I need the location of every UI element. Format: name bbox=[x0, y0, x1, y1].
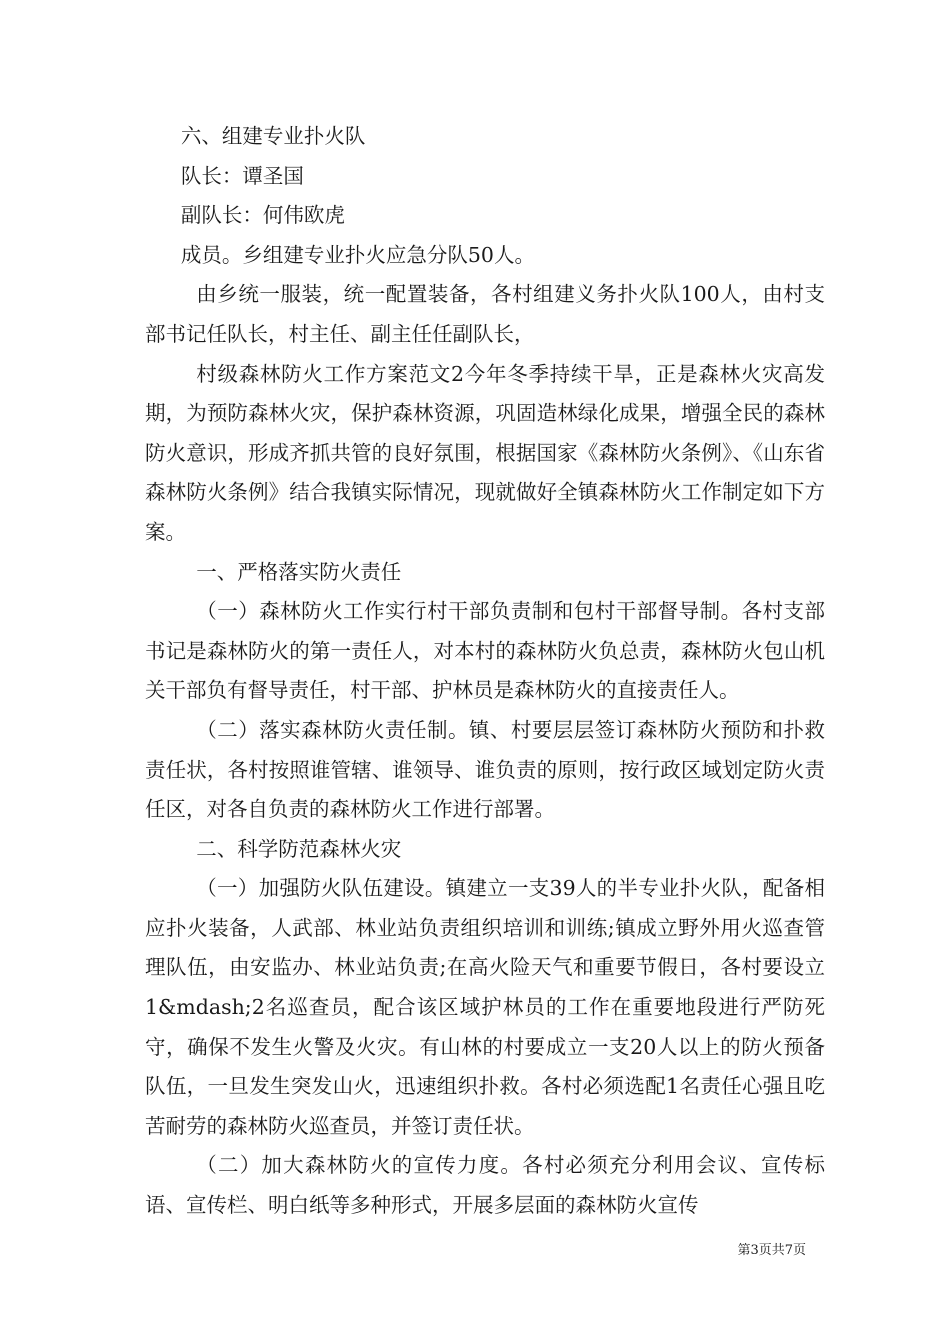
paragraph-1-1: （一）森林防火工作实行村干部负责制和包村干部督导制。各村支部书记是森林防火的第一责任人，对本村的森林防火负总责，森林防火包山机关干部负有督导责任，村干部、护林员是森林防火的直接责任人。 bbox=[145, 599, 825, 703]
team-members: 成员。乡组建专业扑火应急分队50人。 bbox=[180, 242, 535, 267]
paragraph-equipment: 由乡统一服装，统一配置装备，各村组建义务扑火队100人，由村支部书记任队长，村主任、副主任任副队长， bbox=[145, 282, 825, 346]
section-heading-two: 二、科学防范森林火灾 bbox=[196, 836, 402, 861]
team-captain: 队长：谭圣国 bbox=[180, 163, 304, 188]
paragraph-1-2: （二）落实森林防火责任制。镇、村要层层签订森林防火预防和扑救责任状，各村按照谁管辖、谁领导、谁负责的原则，按行政区域划定防火责任区，对各自负责的森林防火工作进行部署。 bbox=[145, 717, 825, 822]
paragraph-intro: 村级森林防火工作方案范文2今年冬季持续干旱，正是森林火灾高发期，为预防森林火灾，保护森林资源，巩固造林绿化成果，增强全民的森林防火意识，形成齐抓共管的良好氛围，根据国家《森林防火条例》、《山东省森林防火条例》结合我镇实际情况，现就做好全镇森林防火工作制定如下方案。 bbox=[145, 361, 825, 544]
section-heading-six: 六、组建专业扑火队 bbox=[180, 124, 366, 148]
section-heading-one: 一、严格落实防火责任 bbox=[196, 559, 402, 584]
page-number: 第3页共7页 bbox=[737, 1243, 806, 1258]
paragraph-2-1: （一）加强防火队伍建设。镇建立一支39人的半专业扑火队，配备相应扑火装备，人武部、林业站负责组织培训和训练;镇成立野外用火巡查管理队伍，由安监办、林业站负责;在高火险天气和重要节假日，各村要设立1&mdash;2名巡查员，配合该区域护林员的工作在重要地段进行严防死守，确保不发生火警及火灾。有山林的村要成立一支20人以上的防火预备队伍，一旦发生突发山火，迅速组织扑救。各村必须选配1名责任心强且吃苦耐劳的森林防火巡查员，并签订责任状。 bbox=[145, 876, 825, 1138]
document-body bbox=[145, 117, 825, 1226]
team-vice-captain: 副队长：何伟欧虎 bbox=[180, 203, 345, 228]
paragraph-2-2: （二）加大森林防火的宣传力度。各村必须充分利用会议、宣传标语、宣传栏、明白纸等多种形式，开展多层面的森林防火宣传 bbox=[145, 1153, 825, 1218]
